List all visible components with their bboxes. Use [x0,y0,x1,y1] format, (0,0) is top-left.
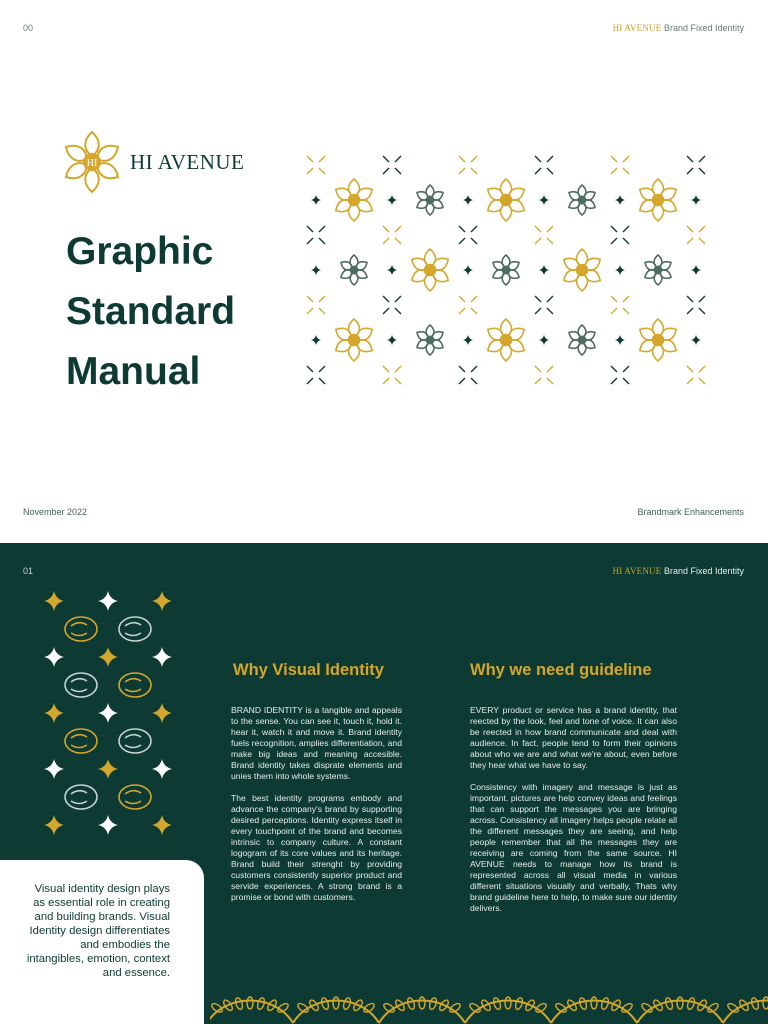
why-guideline-heading: Why we need guideline [470,661,652,679]
intro-card [0,860,204,1024]
sparkle-icon [98,759,118,779]
paragraph: EVERY product or service has a brand identity, that reected by the look, feel and tone of voice. It can also be reected in how brand communicate and deal with audience. In fact, people tend to form their opinions about who we are and what we're about, even before they hear what we have to say. [470,705,677,770]
cross-mark [459,366,477,384]
star-flower-icon [491,255,521,285]
leaf-link-icon [210,997,293,1023]
sparkle-icon [152,647,172,667]
cross-mark [459,296,477,314]
sparkle-icon [152,815,172,835]
why-visual-identity-heading: Why Visual Identity [233,661,384,679]
sparkle-icon [98,815,118,835]
footer-section: Brandmark Enhancements [637,507,744,517]
sparkle-icon [311,265,321,275]
paragraph: Consistency with imagery and message is just as important. pictures are help convey ideas and feelings that can support the messages you are bringing across. Consistency all imagery helps people relate all the different messages they are seeing, and help people remember that all the messages they are receiving are coming from the same source. HI AVENUE needs to manage how its brand is represented across all visual media in various different situations visually and verbally, Thats why brand guideline here to help, to make sure our identity delivers. [470,782,677,913]
sparkle-icon [44,647,64,667]
cross-mark [535,156,553,174]
leaf-link-icon [293,997,379,1023]
paragraph: The best identity programs embody and advance the company's brand by supporting desired perceptions. Identity express itself in every touchpoint of the brand and becomes intrinsic to company culture. A constant logogram of its core values and its heritage. Brand build their strenght by providing customers consistently superior product and servide experiences. A strong brand is a promise or bond with customers. [231,793,402,902]
sparkle-icon [615,265,625,275]
sparkle-icon [691,195,701,205]
paragraph: BRAND IDENTITY is a tangible and appeals to the sense. You can see it, touch it, hold it. hear it, watch it and move it. Brand identity fuels recognition, amplies differentiation, and make big ideas and meaning accesible. Brand identity takes disprate elements and unies them into whole systems. [231,705,402,781]
leaf-pair-icon [65,673,97,697]
cross-mark [687,156,705,174]
star-flower-icon [637,179,679,221]
cross-mark [459,156,477,174]
guideline-column [470,705,677,925]
sparkle-icon [463,265,473,275]
cross-mark [611,296,629,314]
sparkle-icon [44,815,64,835]
star-flower-icon [567,325,597,355]
cross-mark [307,366,325,384]
cross-mark [307,296,325,314]
leaf-pair-icon [119,729,151,753]
leaf-pair-icon [65,617,97,641]
leaf-chain-border [210,983,768,1024]
star-flower-icon [485,319,527,361]
sparkle-icon [539,195,549,205]
sparkle-icon [615,195,625,205]
logo-text: HI AVENUE [130,150,245,174]
star-flower-icon [409,249,451,291]
title-line: Graphic [66,230,214,273]
leaf-pair-icon [119,617,151,641]
page-visual-identity [0,543,768,1024]
sparkle-icon [44,591,64,611]
sparkle-icon [98,647,118,667]
cross-mark [535,296,553,314]
page-number: 01 [23,566,34,576]
star-flower-icon [485,179,527,221]
sparkle-icon [463,335,473,345]
sparkle-icon [152,759,172,779]
star-flower-icon [333,319,375,361]
sparkle-and-leaf-ornament [36,587,186,837]
header-text: Brand Fixed Identity [661,23,744,33]
sparkle-icon [387,335,397,345]
page-header [613,566,744,576]
cross-mark [535,226,553,244]
sparkle-icon [44,759,64,779]
sparkle-icon [691,265,701,275]
leaf-link-icon [465,997,551,1023]
leaf-link-icon [551,997,637,1023]
sparkle-icon [152,703,172,723]
title-line: Manual [66,350,201,393]
sparkle-icon [311,195,321,205]
cross-mark [687,366,705,384]
sparkle-icon [387,195,397,205]
cross-mark [383,156,401,174]
leaf-link-icon [723,997,768,1023]
header-brand: HI AVENUE [612,23,662,33]
header-text: Brand Fixed Identity [661,566,744,576]
cross-mark [687,296,705,314]
star-flower-icon [415,325,445,355]
cross-mark [307,226,325,244]
page-number: 00 [23,23,34,33]
star-flower-icon [561,249,603,291]
cross-mark [611,366,629,384]
page-header [613,23,744,33]
title-line: Standard [66,290,236,333]
footer-date: November 2022 [23,507,88,517]
cross-mark [383,226,401,244]
brand-pattern [300,146,714,394]
star-flower-icon [415,185,445,215]
sparkle-icon [539,335,549,345]
visual-identity-column [231,705,402,914]
sparkle-icon [463,195,473,205]
star-flower-icon [339,255,369,285]
sparkle-icon [44,703,64,723]
cross-mark [459,226,477,244]
sparkle-icon [539,265,549,275]
header-brand: HI AVENUE [612,566,662,576]
cross-mark [687,226,705,244]
intro-card-text: Visual identity design plays as essential role in creating and building brands. Visual Identity design differentiates and embodies the intangibles, emotion, context and essence. [26,883,170,979]
star-flower-icon [637,319,679,361]
page-title [66,222,235,402]
sparkle-icon [98,703,118,723]
leaf-pair-icon [119,785,151,809]
cross-mark [611,226,629,244]
logo-monogram: HI [86,158,98,169]
leaf-link-icon [637,997,723,1023]
sparkle-icon [387,265,397,275]
sparkle-icon [98,591,118,611]
sparkle-icon [152,591,172,611]
sparkle-icon [311,335,321,345]
star-flower-icon [333,179,375,221]
leaf-pair-icon [119,673,151,697]
cross-mark [535,366,553,384]
cross-mark [307,156,325,174]
leaf-pair-icon [65,729,97,753]
sparkle-icon [615,335,625,345]
star-flower-icon [567,185,597,215]
cross-mark [383,366,401,384]
cross-mark [611,156,629,174]
sparkle-icon [691,335,701,345]
leaf-link-icon [379,997,465,1023]
leaf-pair-icon [65,785,97,809]
star-flower-icon [643,255,673,285]
cross-mark [383,296,401,314]
